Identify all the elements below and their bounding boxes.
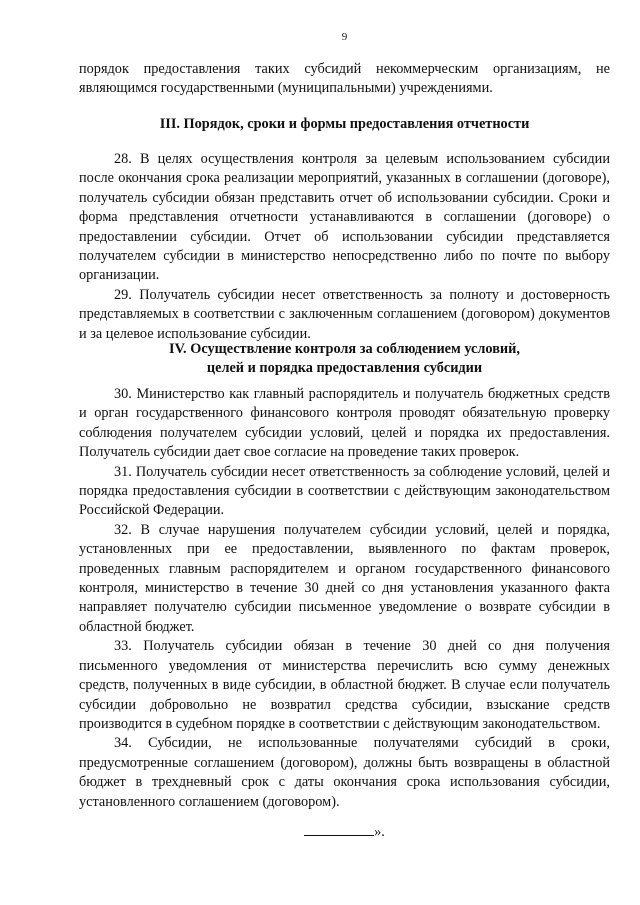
blank-underline bbox=[304, 822, 374, 836]
closing-quote-mark: ». bbox=[374, 824, 385, 840]
paragraph-28: 28. В целях осуществления контроля за целевым использованием субсидии после окончания срока реализации мероприятий, указанных в соглашении (договоре), получатель субсидии обязан представить отчет об использовании субсидии. Сроки и форма представления отчетности устанавливаются в соглашении (договоре) о предоставлении субсидии. Отчет об использовании субсидии представляется получателем субсидии в министерство непосредственно либо по почте по выбору организации. bbox=[79, 151, 610, 284]
paragraph-30: 30. Министерство как главный распорядитель и получатель бюджетных средств и орган государственного финансового контроля проводят обязательную проверку соблюдения получателем субсидии условий, целей и порядка их предоставления. Получатель субсидии дает свое согласие на проведение таких проверок. bbox=[79, 386, 610, 461]
paragraph-34: 34. Субсидии, не использованные получателями субсидий в сроки, предусмотренные соглашением (договором), должны быть возвращены в областной бюджет в трехдневный срок с даты окончания срока использования субсидии, установленного соглашением (договором). bbox=[79, 735, 610, 810]
intro-paragraph: порядок предоставления таких субсидий некоммерческим организациям, не являющимся государственными (муниципальными) учреждениями. bbox=[79, 61, 610, 97]
intro-block bbox=[79, 60, 610, 99]
section-3-heading: III. Порядок, сроки и формы предоставления отчетности bbox=[159, 116, 530, 132]
closing-line bbox=[79, 822, 610, 842]
section-3 bbox=[79, 115, 610, 134]
page-number: 9 bbox=[341, 31, 348, 43]
section-4-heading-line-2: целей и порядка предоставления субсидии bbox=[206, 360, 483, 377]
section-3-body bbox=[79, 150, 610, 344]
section-4-heading-line-1: IV. Осуществление контроля за соблюдением условий, bbox=[169, 341, 520, 357]
section-4-body bbox=[79, 385, 610, 812]
paragraph-31: 31. Получатель субсидии несет ответственность за соблюдение условий, целей и порядка предоставления субсидии в соответствии с действующим законодательством Российской Федерации. bbox=[79, 463, 610, 519]
paragraph-32: 32. В случае нарушения получателем субсидии условий, целей и порядка, установленных при ее предоставлении, выявленного по фактам проверок, проведенных главным распорядителем и органом государственного финансового контроля, министерство в течение 30 дней со дня установления указанного факта направляет получателю субсидии письменное уведомление о возврате субсидии в областной бюджет. bbox=[79, 521, 610, 635]
section-4 bbox=[79, 340, 610, 379]
paragraph-33: 33. Получатель субсидии обязан в течение 30 дней со дня получения письменного уведомления от министерства перечислить всю сумму денежных средств, полученных в виде субсидии, в областной бюджет. В случае если получатель субсидии добровольно не возвратил средства субсидии, взыскание средств производится в судебном порядке в соответствии с действующим законодательством. bbox=[79, 638, 610, 732]
paragraph-29: 29. Получатель субсидии несет ответственность за полноту и достоверность представляемых в соответствии с заключенным соглашением (договором) документов и за целевое использование субсидии. bbox=[79, 286, 610, 342]
